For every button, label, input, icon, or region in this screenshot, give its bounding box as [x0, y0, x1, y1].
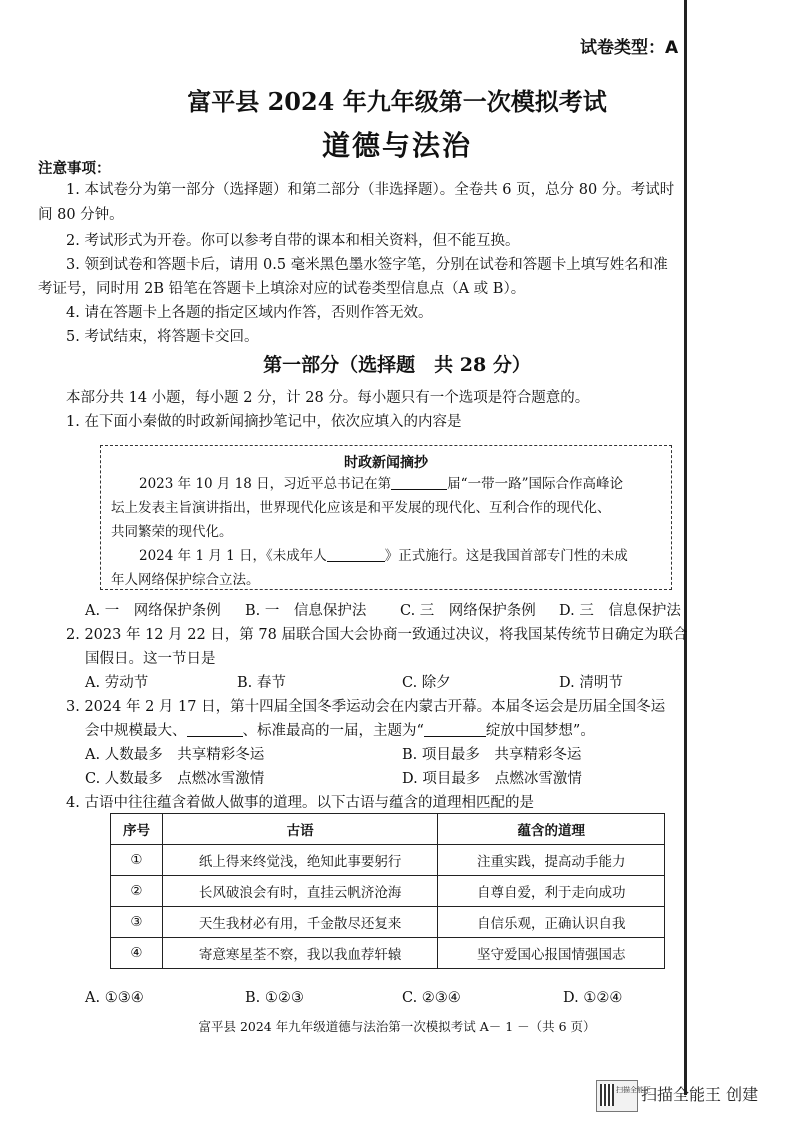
q4-option-b: B. ①②③ [245, 990, 304, 1006]
notice-item: 2. 考试形式为开卷。你可以参考自带的课本和相关资料，但不能互换。 [66, 233, 520, 249]
answer-blank [187, 722, 243, 738]
q2-stem: 2. 2023 年 12 月 22 日，第 78 届联合国大会协商一致通过决议，将我国某传统节日确定为联合 [66, 627, 688, 643]
table-header: 序号 [111, 814, 163, 845]
q3-stem: 3. 2024 年 2 月 17 日，第十四届全国冬季运动会在内蒙古开幕。本届冬运会是历届全国冬运 [66, 699, 666, 715]
table-header-row [111, 814, 665, 845]
news-box-title: 时政新闻摘抄 [344, 455, 428, 471]
table-cell: ② [111, 876, 163, 907]
table-row [111, 938, 665, 969]
q1-stem: 1. 在下面小秦做的时政新闻摘抄笔记中，依次应填入的内容是 [66, 414, 462, 430]
q3-option-a: A. 人数最多 共享精彩冬运 [85, 747, 265, 763]
page-footer: 富平县 2024 年九年级道德与法治第一次模拟考试 A－ 1 －（共 6 页） [198, 1019, 596, 1034]
scanner-watermark: 扫描全能王 创建 [641, 1085, 759, 1104]
qr-code-icon [600, 1084, 614, 1106]
table-cell: 寄意寒星荃不察，我以我血荐轩辕 [162, 938, 437, 969]
news-line: 年人网络保护综合立法。 [111, 572, 260, 588]
q4-table [110, 813, 665, 969]
news-paragraph-1: 2023 年 10 月 18 日，习近平总书记在第 届“一带一路”国际合作高峰论 [139, 476, 623, 492]
table-cell: 纸上得来终觉浅，绝知此事要躬行 [162, 845, 437, 876]
table-cell: ③ [111, 907, 163, 938]
notice-item: 3. 领到试卷和答题卡后，请用 0.5 毫米黑色墨水签字笔，分别在试卷和答题卡上填写姓名和准 [66, 257, 668, 273]
q1-option-d: D. 三 信息保护法 [559, 603, 681, 619]
q4-option-d: D. ①②④ [563, 990, 623, 1006]
table-header: 古语 [162, 814, 437, 845]
q4-stem: 4. 古语中往往蕴含着做人做事的道理。以下古语与蕴含的道理相匹配的是 [66, 795, 534, 811]
news-box [100, 445, 672, 590]
q2-stem: 国假日。这一节日是 [85, 651, 216, 667]
table-row [111, 907, 665, 938]
notice-item: 间 80 分钟。 [38, 207, 124, 223]
q2-option-b: B. 春节 [237, 675, 286, 691]
section-title: 第一部分（选择题 共 28 分） [263, 354, 531, 376]
q3-option-d: D. 项目最多 点燃冰雪激情 [402, 771, 582, 787]
q2-option-a: A. 劳动节 [85, 675, 149, 691]
q1-option-a: A. 一 网络保护条例 [85, 603, 221, 619]
q4-option-a: A. ①③④ [85, 990, 144, 1006]
q2-option-c: C. 除夕 [402, 675, 451, 691]
table-header: 蕴含的道理 [438, 814, 665, 845]
table-cell: 自信乐观，正确认识自我 [438, 907, 665, 938]
notice-item: 1. 本试卷分为第一部分（选择题）和第二部分（非选择题）。全卷共 6 页，总分 80 分。考试时 [66, 182, 675, 198]
q4-option-c: C. ②③④ [402, 990, 461, 1006]
q1-option-b: B. 一 信息保护法 [245, 603, 367, 619]
q3-stem: 会中规模最大、 、标准最高的一届，主题为“ 绽放中国梦想”。 [85, 723, 595, 739]
paper-type: 试卷类型：A [580, 38, 679, 58]
notice-item: 4. 请在答题卡上各题的指定区域内作答，否则作答无效。 [66, 305, 433, 321]
q1-option-c: C. 三 网络保护条例 [400, 603, 536, 619]
section-intro: 本部分共 14 小题，每小题 2 分，计 28 分。每小题只有一个选项是符合题意的。 [66, 390, 590, 406]
table-cell: 长风破浪会有时，直挂云帆济沧海 [162, 876, 437, 907]
table-cell: ④ [111, 938, 163, 969]
table-cell: 坚守爱国心报国情强国志 [438, 938, 665, 969]
q2-option-d: D. 清明节 [559, 675, 623, 691]
answer-blank [424, 722, 486, 738]
notice-item: 考证号，同时用 2B 铅笔在答题卡上填涂对应的试卷类型信息点（A 或 B）。 [38, 281, 526, 297]
notice-heading: 注意事项： [38, 161, 111, 177]
margin-line [684, 0, 687, 1095]
answer-blank [327, 548, 385, 563]
notice-item: 5. 考试结束，将答题卡交回。 [66, 329, 259, 345]
news-line: 坛上发表主旨演讲指出，世界现代化应该是和平发展的现代化、互利合作的现代化、 [111, 500, 611, 516]
scanner-logo-text: 扫描全能王 [616, 1086, 651, 1094]
q3-option-c: C. 人数最多 点燃冰雪激情 [85, 771, 265, 787]
news-paragraph-2: 2024 年 1 月 1 日，《未成年人 》正式施行。这是我国首部专门性的未成 [139, 548, 628, 564]
subject-title: 道德与法治 [321, 129, 472, 162]
news-line: 共同繁荣的现代化。 [111, 524, 233, 540]
q3-option-b: B. 项目最多 共享精彩冬运 [402, 747, 582, 763]
table-row [111, 876, 665, 907]
table-cell: 天生我材必有用，千金散尽还复来 [162, 907, 437, 938]
exam-title: 富平县 2024 年九年级第一次模拟考试 [187, 87, 607, 116]
answer-blank [391, 476, 447, 491]
table-cell: 自尊自爱，利于走向成功 [438, 876, 665, 907]
table-cell: ① [111, 845, 163, 876]
table-row [111, 845, 665, 876]
table-cell: 注重实践，提高动手能力 [438, 845, 665, 876]
